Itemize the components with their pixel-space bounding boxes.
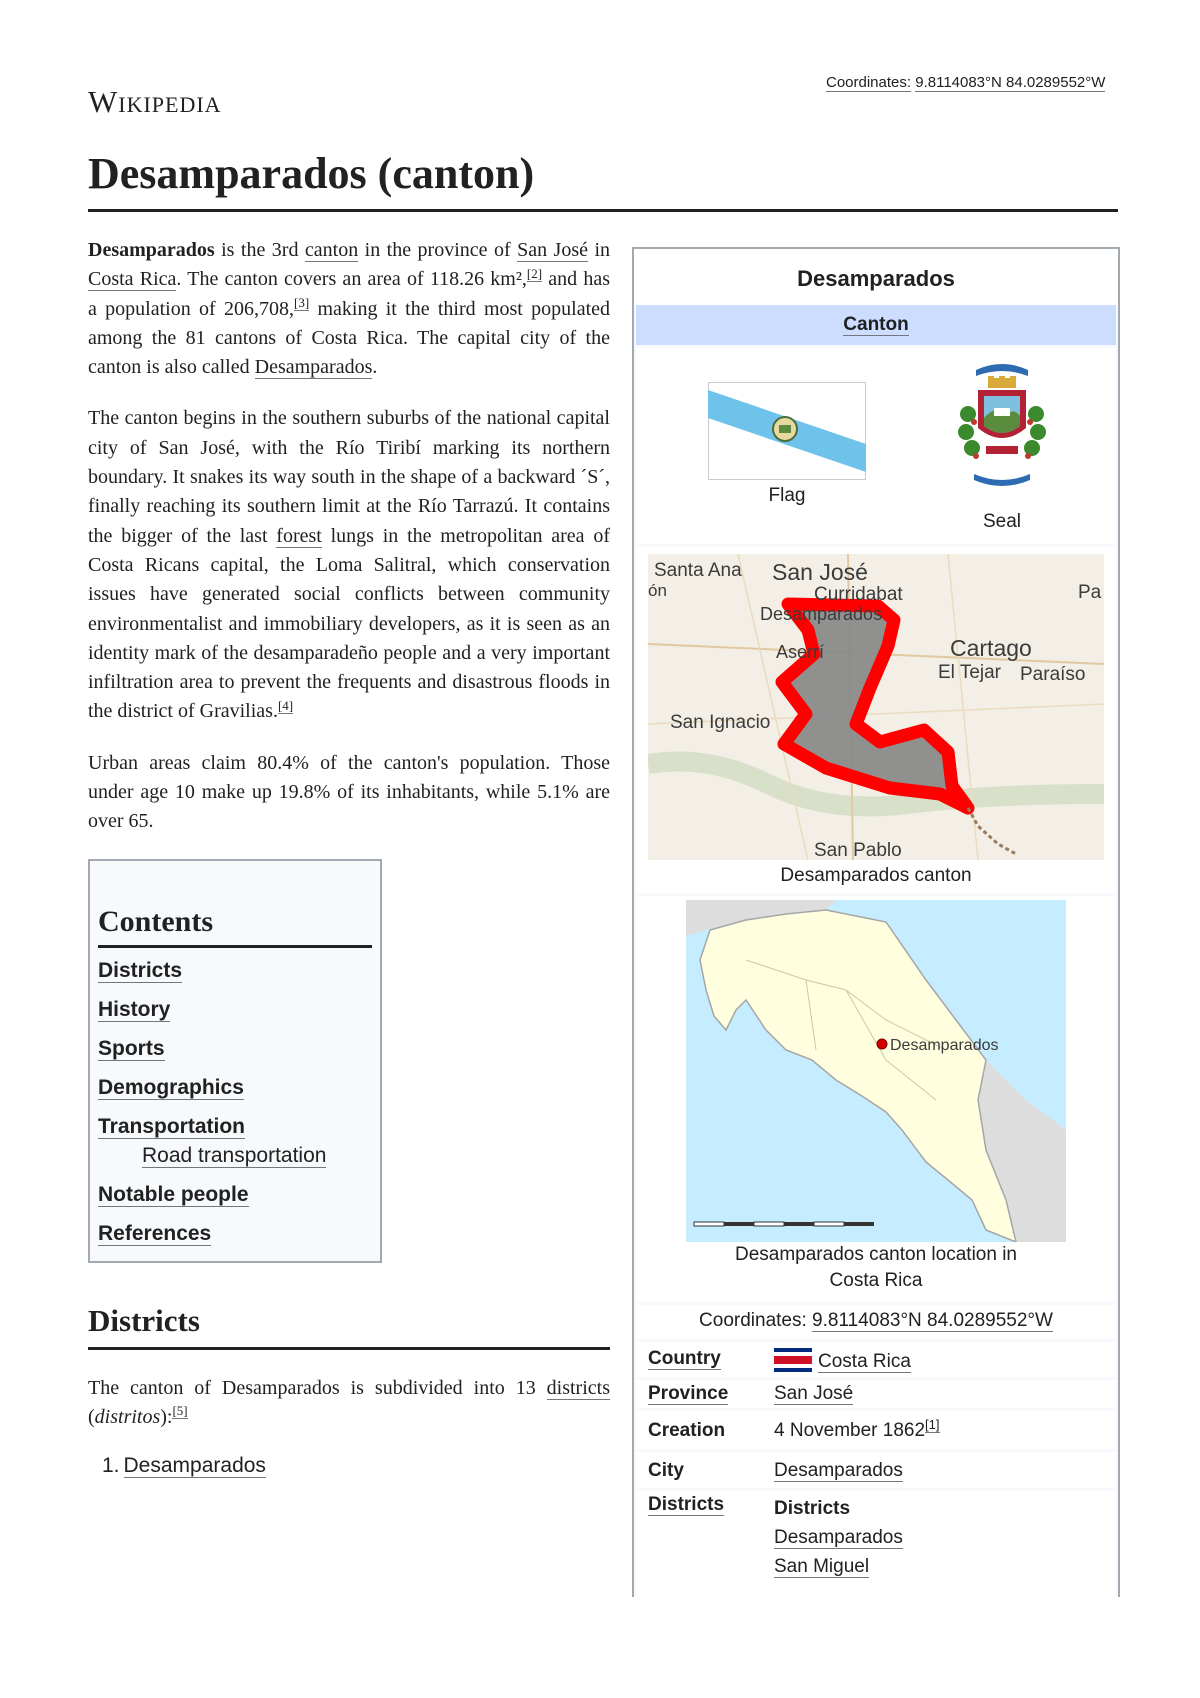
districts-label[interactable]: Districts bbox=[648, 1494, 725, 1515]
italic-term: distritos bbox=[94, 1405, 161, 1428]
creation-label: Creation bbox=[648, 1420, 726, 1441]
link-districts[interactable]: districts bbox=[546, 1376, 610, 1399]
canton-link[interactable]: Canton bbox=[843, 314, 909, 335]
row-label bbox=[648, 1494, 724, 1516]
toc-item-road-transportation[interactable] bbox=[142, 1143, 372, 1169]
toc-title: Contents bbox=[98, 905, 372, 948]
map-label-el-tejar: El Tejar bbox=[938, 662, 1002, 683]
row-label bbox=[648, 1383, 728, 1405]
flag-seal-cell bbox=[636, 348, 1116, 544]
location-map-caption bbox=[636, 1242, 1116, 1294]
toc-item-references[interactable] bbox=[98, 1221, 372, 1247]
text: ( bbox=[88, 1405, 95, 1428]
ref-1[interactable]: [1] bbox=[925, 1416, 940, 1432]
infobox-row-city bbox=[636, 1452, 1116, 1488]
list-item bbox=[102, 1454, 610, 1478]
row-value bbox=[774, 1460, 903, 1482]
coordinates-label: Coordinates: bbox=[826, 74, 912, 91]
location-map-cell bbox=[636, 896, 1116, 1302]
ref-4[interactable]: [4] bbox=[277, 697, 294, 713]
text: ): bbox=[160, 1405, 173, 1428]
caption-line: Desamparados canton location in bbox=[734, 1244, 1017, 1265]
districts-paragraph bbox=[88, 1374, 610, 1433]
flag-caption: Flag bbox=[768, 485, 806, 506]
row-value bbox=[774, 1383, 853, 1405]
text: in the province of bbox=[358, 239, 518, 261]
map-label-pa: Pa bbox=[1078, 582, 1102, 603]
map-label-san-jose: San José bbox=[772, 559, 868, 585]
country-link[interactable]: Costa Rica bbox=[818, 1351, 911, 1372]
districts-list bbox=[88, 1454, 610, 1478]
city-link[interactable]: Desamparados bbox=[774, 1460, 903, 1481]
infobox-row-country bbox=[636, 1342, 1116, 1377]
map-label-desamparados: Desamparados bbox=[760, 604, 883, 624]
title-divider bbox=[88, 209, 1118, 212]
toc-item-history[interactable] bbox=[98, 997, 372, 1023]
link-san-jose[interactable]: San José bbox=[517, 239, 588, 261]
ref-3[interactable]: [3] bbox=[293, 294, 310, 310]
toc-label[interactable]: Sports bbox=[98, 1036, 165, 1060]
text: The canton begins in the southern suburbs of the national capital city of San José, with the Río Tiribí marking its northern boundary. It snakes its way south in the shape of a backward ´S´, finally reaching its southern limit at the Río Tarrazú. It contains the bigger of the last bbox=[88, 407, 610, 547]
seal-graphic bbox=[954, 356, 1050, 516]
flag-graphic bbox=[708, 382, 866, 480]
ref-5[interactable]: [5] bbox=[172, 1403, 188, 1419]
toc-label[interactable]: Road transportation bbox=[142, 1143, 327, 1167]
bold-term: Desamparados bbox=[88, 239, 215, 261]
intro-paragraph-1 bbox=[88, 236, 610, 382]
row-value bbox=[774, 1494, 903, 1581]
coordinates-link[interactable]: 9.8114083°N 84.0289552°W bbox=[812, 1310, 1053, 1331]
province-label[interactable]: Province bbox=[648, 1383, 729, 1404]
canton-map-caption: Desamparados canton bbox=[780, 865, 972, 886]
text: . The canton covers an area of 118.26 km², bbox=[176, 268, 527, 291]
location-marker-label: Desamparados bbox=[890, 1037, 999, 1054]
text: is the 3rd bbox=[214, 239, 305, 261]
list-number: 1. bbox=[102, 1454, 120, 1478]
toc-label[interactable]: Notable people bbox=[98, 1182, 249, 1206]
seal-caption: Seal bbox=[982, 511, 1022, 532]
text: . bbox=[372, 356, 378, 379]
article-body bbox=[88, 236, 610, 1478]
infobox-row-province bbox=[636, 1380, 1116, 1408]
country-label[interactable]: Country bbox=[648, 1348, 721, 1369]
province-link[interactable]: San José bbox=[774, 1383, 854, 1404]
toc-item-notable-people[interactable] bbox=[98, 1182, 372, 1208]
map-label-san-ignacio: San Ignacio bbox=[670, 712, 771, 733]
map-label-on: ón bbox=[648, 581, 667, 600]
map-label-paraiso: Paraíso bbox=[1020, 664, 1086, 685]
toc-item-demographics[interactable] bbox=[98, 1075, 372, 1101]
table-of-contents bbox=[88, 859, 382, 1263]
districts-heading: Districts bbox=[88, 1303, 610, 1350]
caption-line: Costa Rica bbox=[829, 1270, 923, 1291]
costa-rica-flag-icon bbox=[774, 1348, 812, 1372]
canton-map[interactable] bbox=[648, 554, 1104, 865]
intro-paragraph-2 bbox=[88, 404, 610, 726]
location-map[interactable] bbox=[686, 900, 1066, 1247]
infobox-coordinates-row bbox=[636, 1305, 1116, 1339]
toc-label[interactable]: Districts bbox=[98, 958, 183, 982]
intro-paragraph-3: Urban areas claim 80.4% of the canton's population. Those under age 10 make up 19.8% of its inhabitants, while 5.1% are over 65. bbox=[88, 751, 610, 833]
ref-2[interactable]: [2] bbox=[526, 265, 543, 281]
map-label-curridabat: Curridabat bbox=[814, 584, 903, 605]
infobox-type bbox=[636, 305, 1116, 345]
row-label bbox=[648, 1348, 721, 1370]
district-link[interactable]: San Miguel bbox=[774, 1556, 870, 1577]
link-canton[interactable]: canton bbox=[304, 239, 359, 261]
toc-label[interactable]: Transportation bbox=[98, 1114, 246, 1138]
toc-item-districts[interactable] bbox=[98, 958, 372, 984]
toc-label[interactable]: References bbox=[98, 1221, 212, 1245]
infobox-row-creation bbox=[636, 1411, 1116, 1449]
canton-map-cell bbox=[636, 547, 1116, 893]
wikipedia-logo[interactable]: Wikipedia bbox=[88, 84, 222, 119]
seal-image[interactable] bbox=[954, 356, 1050, 521]
text: in bbox=[588, 239, 611, 261]
infobox-row-districts bbox=[636, 1491, 1116, 1597]
map-label-san-pablo: San Pablo bbox=[814, 840, 902, 860]
coordinates-header bbox=[826, 74, 1105, 91]
map-label-santa-ana: Santa Ana bbox=[654, 560, 742, 581]
infobox-title: Desamparados bbox=[634, 249, 1118, 305]
text: lungs in the metropolitan area of Costa Ricans capital, the Loma Salitral, which conservation issues have generated social conflicts between community environmentalist and immobiliary developers, as it is seen as an identity mark of the desamparadeño people and a very important infiltration area to prevent the frequents and disastrous floods in the district of Gravilias. bbox=[88, 524, 610, 723]
page-title: Desamparados (canton) bbox=[88, 149, 535, 198]
map-label-aserri: Aserrí bbox=[776, 642, 825, 662]
row-value bbox=[774, 1416, 940, 1442]
link-forest[interactable]: forest bbox=[276, 524, 322, 547]
row-value bbox=[774, 1348, 911, 1373]
infobox bbox=[632, 247, 1120, 1597]
coordinates-label: Coordinates: bbox=[699, 1310, 807, 1331]
flag-image[interactable] bbox=[708, 382, 866, 485]
link-desamparados[interactable]: Desamparados bbox=[254, 356, 373, 379]
coordinates-link[interactable]: 9.8114083°N 84.0289552°W bbox=[915, 74, 1106, 91]
toc-label[interactable]: Demographics bbox=[98, 1075, 244, 1099]
toc-item-sports[interactable] bbox=[98, 1036, 372, 1062]
toc-item-transportation[interactable] bbox=[98, 1114, 372, 1140]
location-map-graphic bbox=[686, 900, 1066, 1242]
link-costa-rica[interactable]: Costa Rica bbox=[88, 268, 177, 291]
district-link[interactable]: Desamparados bbox=[123, 1454, 266, 1478]
text: The canton of Desamparados is subdivided into 13 bbox=[88, 1376, 547, 1399]
text: making it the third most populated among the 81 cantons of Costa Rica. The capital city of the canton is also called bbox=[88, 297, 611, 379]
district-link[interactable]: Desamparados bbox=[774, 1527, 903, 1548]
text: and has a population of 206,708, bbox=[88, 268, 610, 320]
city-label: City bbox=[648, 1460, 684, 1481]
creation-value: 4 November 1862 bbox=[774, 1420, 926, 1441]
toc-label[interactable]: History bbox=[98, 997, 171, 1021]
map-label-cartago: Cartago bbox=[950, 635, 1032, 661]
canton-map-graphic bbox=[648, 554, 1104, 860]
districts-subheader: Districts bbox=[774, 1498, 851, 1519]
